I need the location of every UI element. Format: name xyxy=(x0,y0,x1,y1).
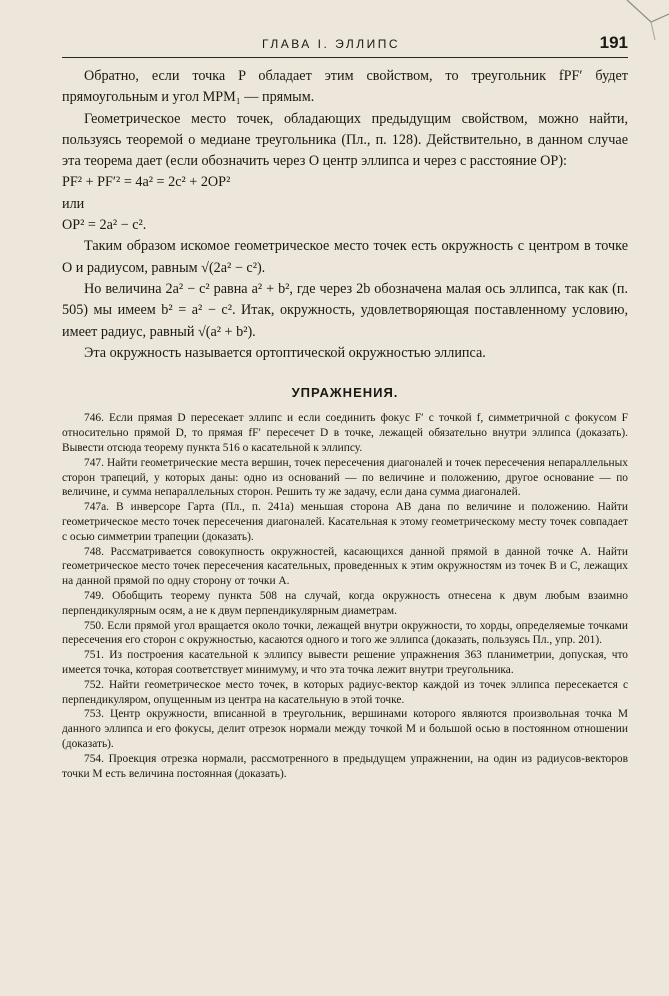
page-header xyxy=(62,34,628,56)
exercise: 747. Найти геометрические места вершин, точек пересечения диагоналей и точек пересечения непараллельных сторон трапеций, у которых даны: одно из оснований — по величине и положению, другое основание — по величине, и сумма непараллельных сторон. Решить ту же задачу, если дана сумма диагоналей. xyxy=(62,456,628,499)
paragraph: Но величина 2a² − c² равна a² + b², где через 2b обозначена малая ось эллипса, так как (п. 505) мы имеем b² = a² − c². Итак, окружность, удовлетворяющая поставленному условию, имеет радиус, равный √(a² + b²). xyxy=(62,280,628,340)
paragraph: Таким образом искомое геометрическое место точек есть окружность с центром в точке O и радиусом, равным √(2a² − c²). xyxy=(62,238,628,276)
page-corner-crease xyxy=(621,0,669,40)
exercise: 747a. В инверсоре Гарта (Пл., п. 241a) меньшая сторона AB дана по величине и положению. Найти геометрическое место точек пересечения диагоналей. Касательная к этому геометрическому месту точек совпадает с осью симметрии трапеции (доказать). xyxy=(62,501,628,543)
exercise: 752. Найти геометрическое место точек, в которых радиус-вектор каждой из точек эллипса пересекается с перпендикуляром, опущенным из центра на касательную в этой точке. xyxy=(62,678,628,706)
formula: OP² = 2a² − c². xyxy=(62,217,147,234)
exercise: 746. Если прямая D пересекает эллипс и если соединить фокус F′ с точкой f, симметричной с фокусом F относительно прямой D, то прямая fF′ пересечет D в точке, лежащей обязательно внутри эллипса (доказать). Вывести отсюда теорему пункта 516 о касательной к эллипсу. xyxy=(62,412,628,455)
exercise: 748. Рассматривается совокупность окружностей, касающихся данной прямой в данной точке A. Найти геометрическое место точек пересечения касательных, проведенных к этим окружностям из точек B и C, лежащих на данной прямой по одну сторону от точки A. xyxy=(62,545,628,588)
paragraph: Геометрическое место точек, обладающих предыдущим свойством, можно найти, пользуясь теоремой о медиане треугольника (Пл., п. 128). Действительно, в данном случае эта теорема дает (если обозначить через O центр эллипса и через c расстояние OP): xyxy=(62,110,628,170)
exercise: 751. Из построения касательной к эллипсу вывести решение упражнения 363 планиметрии, допуская, что имеется точка, которая соответствует минимуму, и что эта точка лежит внутри треугольника. xyxy=(62,649,628,676)
exercise: 750. Если прямой угол вращается около точки, лежащей внутри окружности, то хорды, определяемые точками пересечения его сторон с окружностью, касаются одного и того же эллипса (доказать, пользуясь Пл., упр. 201). xyxy=(62,619,628,647)
page-number: 191 xyxy=(599,33,628,52)
header-rule xyxy=(62,57,628,58)
or-label: или xyxy=(62,195,85,212)
paragraph: Эта окружность называется ортоптической окружностью эллипса. xyxy=(84,344,486,361)
paragraph: Обратно, если точка P обладает этим свойством, то треугольник fPF′ будет прямоугольным и угол MPM₁ — прямым. xyxy=(62,68,628,106)
formula: PF² + PF′² = 4a² = 2c² + 2OP² xyxy=(62,174,231,191)
exercise: 753. Центр окружности, вписанной в треугольник, вершинами которого являются произвольная точка M данного эллипса и его фокусы, делит отрезок нормали между точкой M и большой осью в постоянном отношении (доказать). xyxy=(62,708,628,750)
page-body xyxy=(62,66,628,781)
exercise: 749. Обобщить теорему пункта 508 на случай, когда окружность отнесена к двум любым взаимно перпендикулярным осям, а не к двум перпендикулярным диаметрам. xyxy=(62,590,628,617)
running-title: ГЛАВА I. ЭЛЛИПС xyxy=(262,37,401,51)
section-title: УПРАЖНЕНИЯ. xyxy=(291,385,399,401)
exercise: 754. Проекция отрезка нормали, рассмотренного в предыдущем упражнении, на один из радиусов-векторов точки M есть величина постоянная (доказать). xyxy=(62,752,628,780)
